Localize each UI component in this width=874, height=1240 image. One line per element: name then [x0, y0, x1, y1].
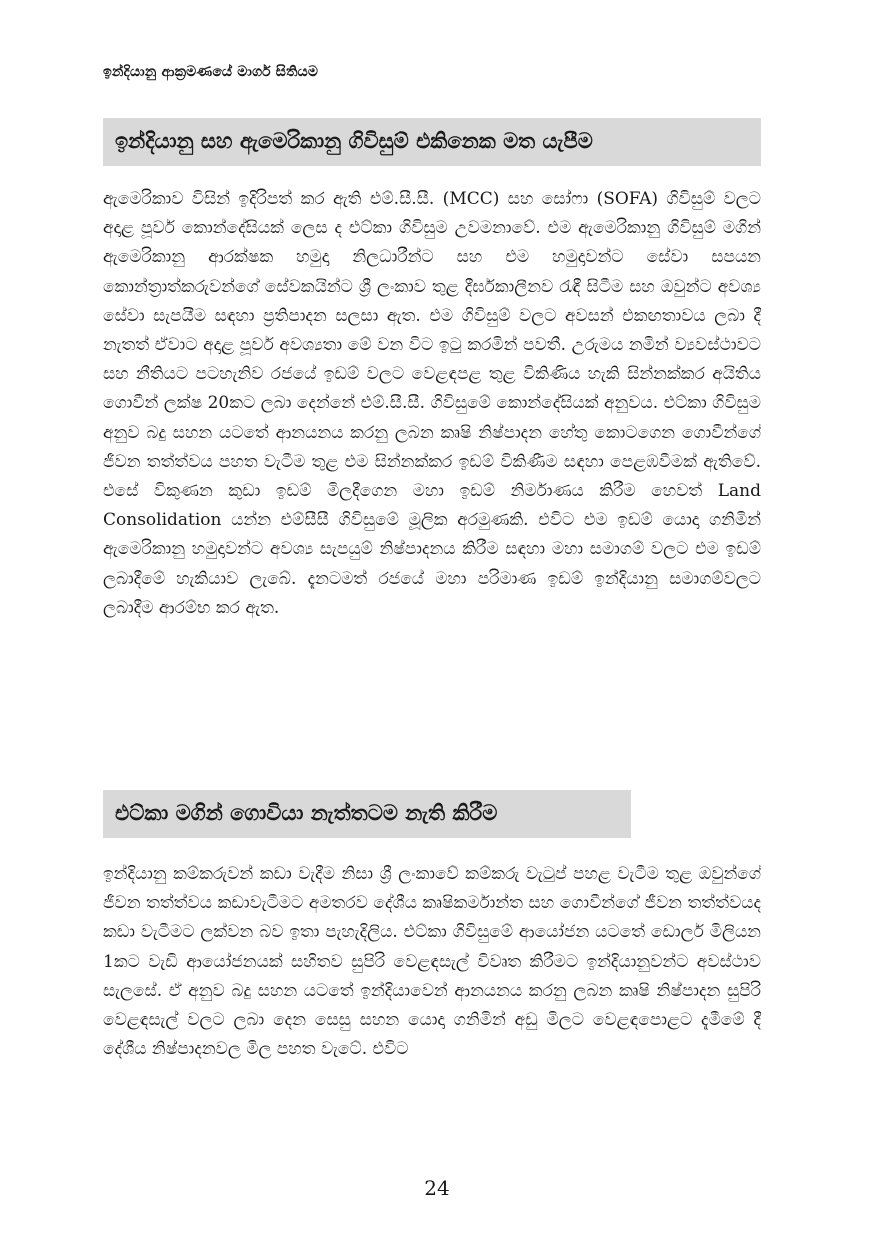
section-heading-2: එට්කා මගින් ගොවියා නැත්තටම නැති කිරීම: [103, 790, 631, 838]
section-heading-1: ඉන්දියානු සහ ඇමෙරිකානු ගිවිසුම් එකිනෙක මත යැපීම: [103, 118, 761, 166]
running-header: ඉන්දියානු ආක්‍රමණයේ මාර්ග සිතියම: [103, 64, 319, 80]
section-2-paragraph: ඉන්දියානු කම්කරුවන් කඩා වැදීම නිසා ශ්‍රී ලංකාවේ කම්කරු වැටුප් පහළ වැටීම තුළ ඔවුන්ගේ ජීවන තත්ත්වය කඩාවැටීමට අමතරව දේශීය කෘෂිකර්මාන්ත සහ ගොවීන්ගේ ජීවන තත්ත්වයද කඩා වැටීමට ලක්වන බව ඉතා පැහැදිලිය. එට්කා ගිවිසුමේ ආයෝජන යටතේ ඩොලර් මිලියන 1කට වැඩි ආයෝජනයක් සහිතව සුපිරි වෙළඳසැල් විවෘත කිරීමට ඉන්දියානුවන්ට අවස්ථාව සැලසේ. ඒ අනුව බදු සහන යටතේ ඉන්දියාවෙන් ආනයනය කරනු ලබන කෘෂි නිෂ්පාදන සුපිරි වෙළඳසැල් වලට ලබා දෙන සෙසු සහන යොදා ගනිමින් අඩු මිලට වෙළඳපොළට දැමීමේ දී දේශීය නිෂ්පාදනවල මිල පහත වැටේ. එවිට: [103, 864, 761, 1060]
page-number: 24: [424, 1176, 450, 1200]
section-1-paragraph: ඇමෙරිකාව විසින් ඉදිරිපත් කර ඇති එම්.සී.සී. (MCC) සහ සෝෆා (SOFA) ගිවිසුම් වලට අදාළ පූර්ව කොන්දේසියක් ලෙස ද එට්කා ගිවිසුම උවමනාවේ. එම ඇමෙරිකානු ගිවිසුම් මගින් ඇමෙරිකානු ආරක්ෂක හමුදා නිලධාරීන්ට සහ එම හමුදාවන්ට සේවා සපයන කොන්ත්‍රාත්කරුවන්ගේ සේවකයින්ට ශ්‍රී ලංකාව තුළ දීර්ඝකාලීනව රැඳී සිටීම සහ ඔවුන්ට අවශ්‍ය සේවා සැපයීම සඳහා ප්‍රතිපාදන සලසා ඇත. එම ගිවිසුම් වලට අවසන් එකඟතාවය ලබා දී නැතත් ඒවාට අදාළ පූර්ව අවශ්‍යතා මේ වන විට ඉටු කරමින් පවතී. උරුමය නමින් ව්‍යවස්ථාවට සහ නීතියට පටහැනිව රජයේ ඉඩම් වලට වෙළඳපළ තුළ විකිණිය හැකි සින්නක්කර අයිතිය ගොවීන් ලක්ෂ 20කට ලබා දෙන්නේ එම්.සී.සී. ගිවිසුමේ කොන්දේසියක් අනුවය. එට්කා ගිවිසුම අනුව බදු සහන යටතේ ආනයනය කරනු ලබන කෘෂි නිෂ්පාදන හේතු කොටගෙන ගොවීන්ගේ ජීවන තත්ත්වය පහත වැටීම තුළ එම සින්නක්කර ඉඩම් විකිණීම සඳහා පෙළඹවීමක් ඇතිවේ. එසේ විකුණන කුඩා ඉඩම් මිලදීගෙන මහා ඉඩම් නිර්මාණය කිරීම හෙවත් Land Consolidation යන්න එම්සීසී ගිවිසුමේ මූලික අරමුණකි. එවිට එම ඉඩම් යොදා ගනිමින් ඇමෙරිකානු හමුදාවන්ට අවශ්‍ය සැපයුම් නිෂ්පාදනය කිරීම සඳහා මහා සමාගම් වලට එම ඉඩම් ලබාදීමේ හැකියාව ලැබේ. දැනටමත් රජයේ මහා පරිමාණ ඉඩම් ඉන්දියානු සමාගම්වලට ලබාදීම ආරම්භ කර ඇත.: [103, 189, 761, 618]
